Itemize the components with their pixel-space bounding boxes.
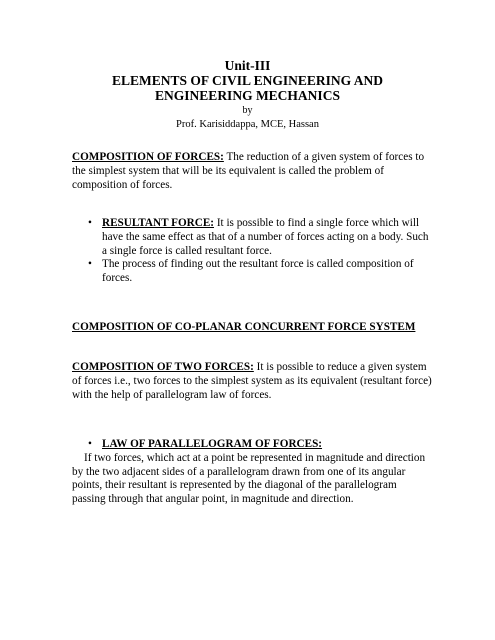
by-label: by	[242, 105, 253, 116]
list-item	[72, 258, 432, 286]
section-heading: COMPOSITION OF CO-PLANAR CONCURRENT FORCE SYSTEM	[72, 321, 416, 333]
section-heading-block	[72, 321, 452, 335]
parallelogram-law-text: If two forces, which act at a point be represented in magnitude and direction by the two adjacent sides of a parallelogram drawn from one of its angular points, their resultant is represented by the diagonal of the parallelogram passing through that angular point, in magnitude and direction.	[72, 451, 426, 506]
author-line: Prof. Karisiddappa, MCE, Hassan	[176, 119, 319, 130]
document-title-line-2: ENGINEERING MECHANICS	[155, 88, 340, 103]
list-item	[72, 438, 432, 452]
bullet-icon: •	[88, 217, 92, 229]
parallelogram-law-block	[72, 438, 432, 507]
composition-text: The reduction of a given system of forces to the simplest system that will be its equivalent is called the problem of composition of forces.	[72, 151, 425, 191]
composition-paragraph	[72, 151, 432, 192]
two-forces-heading: COMPOSITION OF TWO FORCES:	[72, 361, 254, 373]
document-title-line-1: ELEMENTS OF CIVIL ENGINEERING AND	[111, 73, 384, 88]
composition-process-text: The process of finding out the resultant force is called composition of forces.	[102, 258, 414, 285]
resultant-bullet-list	[72, 217, 432, 286]
bullet-icon: •	[88, 258, 92, 271]
composition-heading: COMPOSITION OF FORCES:	[72, 151, 224, 163]
two-forces-text: It is possible to reduce a given system of forces i.e., two forces to the simplest system as its equivalent (resultant force) with the help of parallelogram law of forces.	[72, 361, 432, 401]
parallelogram-law-heading: LAW OF PARALLELOGRAM OF FORCES:	[102, 438, 323, 450]
bullet-icon: •	[88, 438, 92, 450]
list-item	[72, 217, 432, 258]
resultant-force-text: It is possible to find a single force which will have the same effect as that of a number of forces acting on a body. Such a single force is called resultant force.	[102, 217, 429, 257]
unit-label: Unit-III	[224, 58, 271, 73]
two-forces-paragraph	[72, 361, 432, 402]
resultant-force-heading: RESULTANT FORCE:	[102, 217, 215, 229]
document-header	[0, 58, 495, 131]
